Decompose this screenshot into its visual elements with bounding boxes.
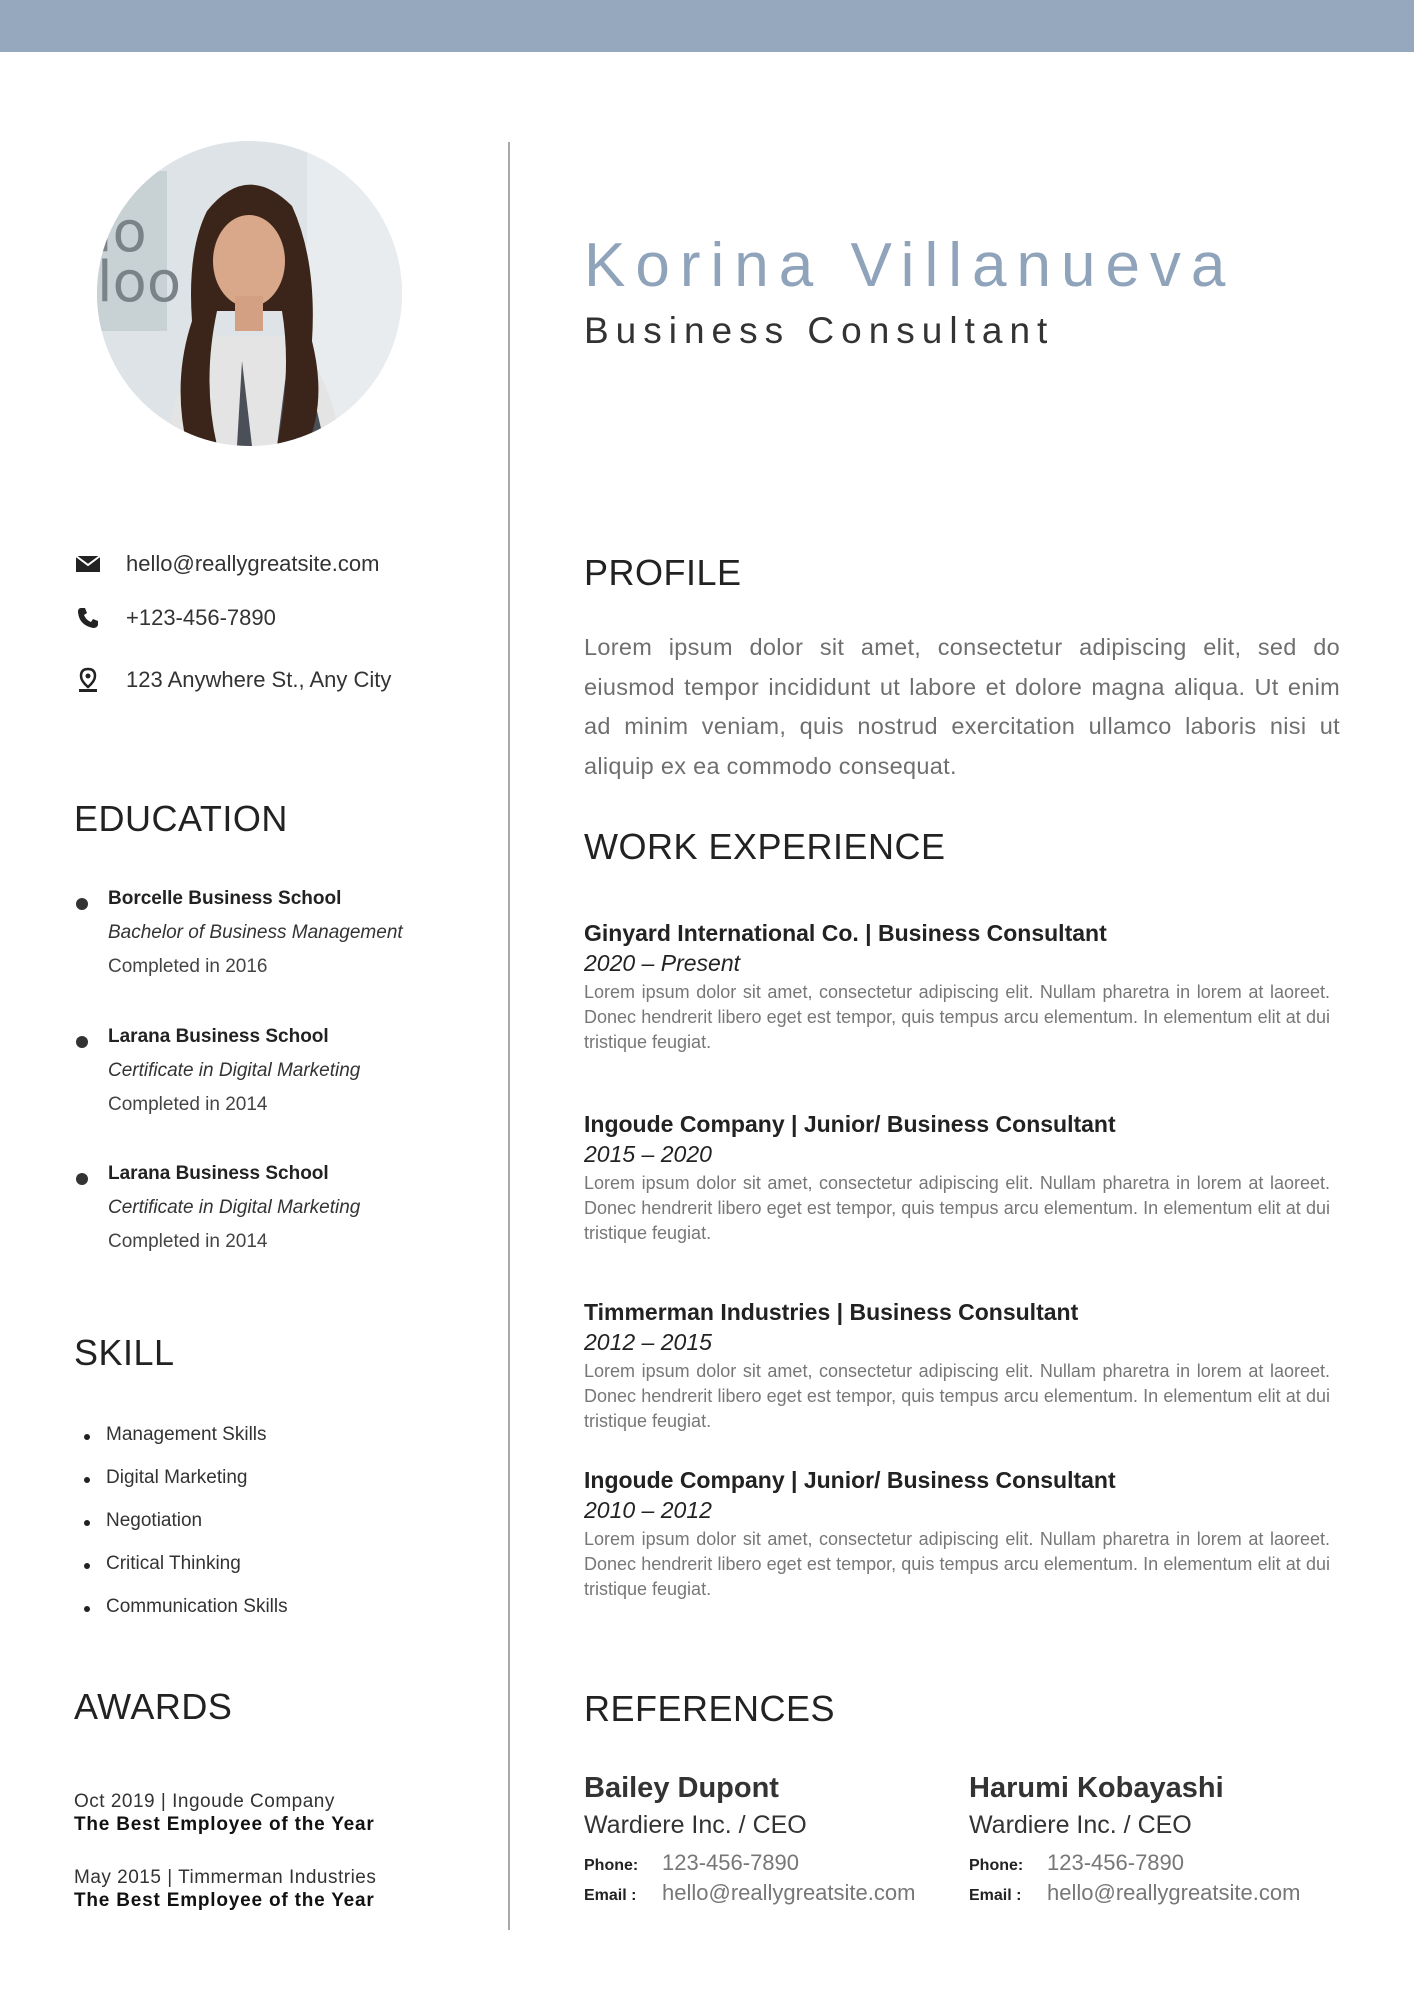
profile-heading: PROFILE — [584, 552, 742, 593]
skill-item: Digital Marketing — [74, 1467, 288, 1510]
email-label: Email : — [969, 1887, 1022, 1904]
reference-email: hello@reallygreatsite.com — [1047, 1880, 1301, 1905]
person-title: Business Consultant — [584, 310, 1055, 351]
reference-name: Bailey Dupont — [584, 1772, 779, 1804]
reference-company: Wardiere Inc. / CEO — [969, 1811, 1192, 1839]
bullet-icon — [76, 1173, 88, 1185]
education-completed: Completed in 2014 — [108, 1094, 268, 1115]
phone-label: Phone: — [584, 1857, 639, 1874]
phone-label: Phone: — [969, 1857, 1024, 1874]
job-entry — [584, 920, 1330, 1055]
award-meta: Oct 2019 | Ingoude Company — [74, 1791, 335, 1812]
job-title: Ginyard International Co. | Business Consultant — [584, 920, 1107, 946]
contact-address — [74, 666, 391, 694]
skill-list — [74, 1424, 288, 1639]
education-school: Larana Business School — [108, 1163, 329, 1184]
bullet-icon — [76, 898, 88, 910]
job-description: Lorem ipsum dolor sit amet, consectetur adipiscing elit. Nullam pharetra in lorem at laoreet. Donec hendrerit libero eget est tempor, quis tempus arcu elementum. In elementum elit at dui tristique feugiat. — [584, 1361, 1330, 1431]
contact-email-text: hello@reallygreatsite.com — [126, 551, 380, 576]
job-dates: 2015 – 2020 — [584, 1141, 712, 1167]
education-completed: Completed in 2016 — [108, 956, 268, 977]
reference-card — [969, 1772, 1300, 1906]
job-title: Ingoude Company | Junior/ Business Consultant — [584, 1111, 1116, 1137]
skill-heading: SKILL — [74, 1332, 175, 1373]
contact-email — [74, 550, 379, 578]
award-name: The Best Employee of the Year — [74, 1890, 375, 1911]
top-color-band — [0, 0, 1414, 52]
education-heading: EDUCATION — [74, 798, 288, 839]
job-description: Lorem ipsum dolor sit amet, consectetur adipiscing elit. Nullam pharetra in lorem at laoreet. Donec hendrerit libero eget est tempor, quis tempus arcu elementum. In elementum elit at dui tristique feugiat. — [584, 1529, 1330, 1599]
column-divider — [508, 142, 510, 1930]
award-item — [74, 1791, 375, 1836]
award-item — [74, 1867, 376, 1912]
education-degree: Bachelor of Business Management — [108, 922, 403, 943]
work-experience-heading: WORK EXPERIENCE — [584, 826, 946, 867]
job-title: Timmerman Industries | Business Consultant — [584, 1299, 1079, 1325]
reference-phone: 123-456-7890 — [662, 1850, 800, 1875]
contact-address-text: 123 Anywhere St., Any City — [126, 667, 392, 692]
skill-item: Negotiation — [74, 1510, 288, 1553]
reference-name: Harumi Kobayashi — [969, 1772, 1224, 1804]
skill-item: Critical Thinking — [74, 1553, 288, 1596]
job-dates: 2020 – Present — [584, 950, 741, 976]
education-school: Larana Business School — [108, 1026, 329, 1047]
award-meta: May 2015 | Timmerman Industries — [74, 1867, 377, 1888]
job-description: Lorem ipsum dolor sit amet, consectetur adipiscing elit. Nullam pharetra in lorem at laoreet. Donec hendrerit libero eget est tempor, quis tempus arcu elementum. In elementum elit at dui tristique feugiat. — [584, 982, 1330, 1052]
job-title: Ingoude Company | Junior/ Business Consultant — [584, 1467, 1116, 1493]
education-completed: Completed in 2014 — [108, 1231, 268, 1252]
contact-phone-text: +123-456-7890 — [126, 605, 276, 630]
job-entry — [584, 1111, 1330, 1246]
job-description: Lorem ipsum dolor sit amet, consectetur adipiscing elit. Nullam pharetra in lorem at laoreet. Donec hendrerit libero eget est tempor, quis tempus arcu elementum. In elementum elit at dui tristique feugiat. — [584, 1173, 1330, 1243]
job-entry — [584, 1467, 1330, 1602]
email-label: Email : — [584, 1887, 637, 1904]
skill-item: Communication Skills — [74, 1596, 288, 1639]
job-dates: 2010 – 2012 — [584, 1497, 712, 1523]
phone-icon — [74, 604, 102, 632]
svg-text:loo: loo — [97, 250, 182, 315]
contact-phone — [74, 604, 276, 632]
education-degree: Certificate in Digital Marketing — [108, 1197, 361, 1218]
reference-card — [584, 1772, 915, 1906]
envelope-icon — [74, 550, 102, 578]
profile-text: Lorem ipsum dolor sit amet, consectetur adipiscing elit, sed do eiusmod tempor incididunt ut labore et dolore magna aliqua. Ut enim ad minim veniam, quis nostrud exercitation ullamco laboris nisi ut aliquip ex ea commodo consequat. — [584, 634, 1340, 779]
bullet-icon — [76, 1036, 88, 1048]
reference-company: Wardiere Inc. / CEO — [584, 1811, 807, 1839]
awards-heading: AWARDS — [74, 1686, 233, 1727]
reference-phone: 123-456-7890 — [1047, 1850, 1185, 1875]
location-pin-icon — [74, 666, 102, 694]
references-heading: REFERENCES — [584, 1688, 836, 1729]
skill-item: Management Skills — [74, 1424, 288, 1467]
reference-email: hello@reallygreatsite.com — [662, 1880, 916, 1905]
education-school: Borcelle Business School — [108, 888, 342, 909]
education-degree: Certificate in Digital Marketing — [108, 1060, 361, 1081]
job-entry — [584, 1299, 1330, 1434]
svg-text:lo: lo — [97, 200, 147, 265]
award-name: The Best Employee of the Year — [74, 1814, 375, 1835]
job-dates: 2012 – 2015 — [584, 1329, 712, 1355]
person-name: Korina Villanueva — [584, 231, 1236, 300]
profile-photo — [97, 141, 402, 446]
